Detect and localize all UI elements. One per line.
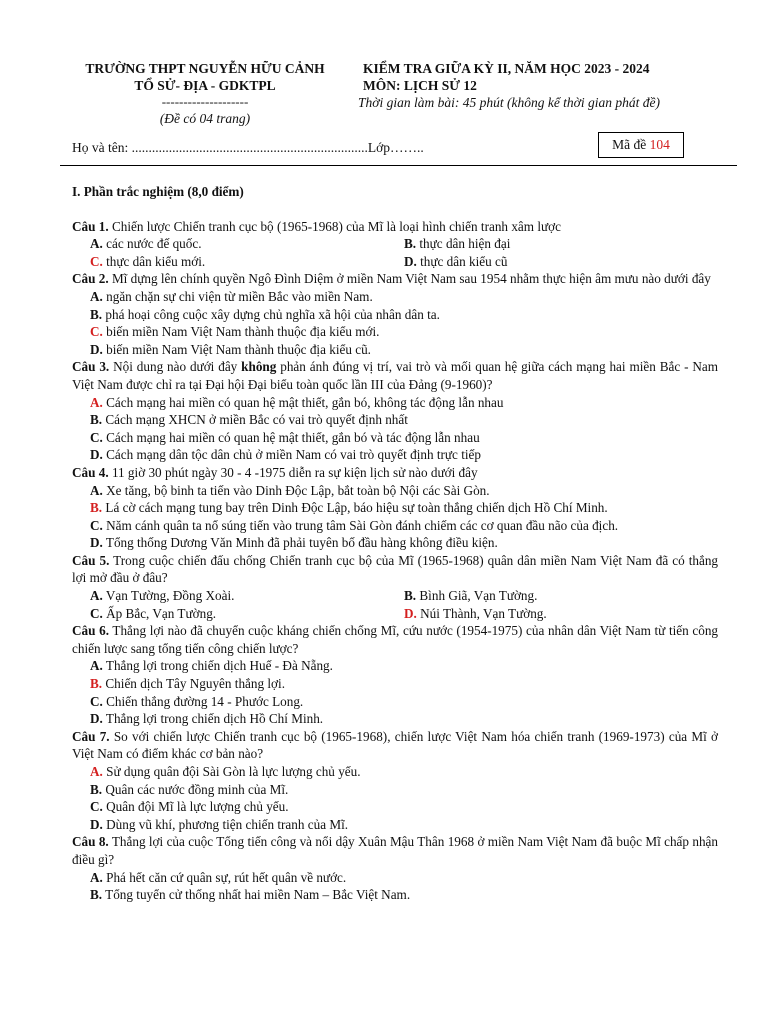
option-b xyxy=(72,886,718,904)
question-text: Trong cuộc chiến đấu chống Chiến tranh cục bộ của Mĩ (1965-1968) quân dân miền Nam Việt Nam đã có thắng lợi mở đầu ở đâu? xyxy=(72,552,719,586)
department-name: TỔ SỬ- ĐỊA - GDKTPL xyxy=(134,78,276,93)
option-b xyxy=(72,499,718,517)
question-label: Câu 6. xyxy=(72,623,109,639)
school-name: TRƯỜNG THPT NGUYỄN HỮU CẢNH xyxy=(85,61,325,76)
option-text: Tổng tuyển cử thống nhất hai miền Nam – Bắc Việt Nam. xyxy=(102,887,411,903)
question-7 xyxy=(72,728,718,763)
option-text: Xe tăng, bộ binh ta tiến vào Dinh Độc Lập, bắt toàn bộ Nội các Sài Gòn. xyxy=(102,482,490,498)
option-c xyxy=(90,253,404,271)
exam-code-value: 104 xyxy=(649,137,670,152)
option-text: Phá hết căn cứ quân sự, rút hết quân về nước. xyxy=(102,869,347,885)
option-letter: A. xyxy=(90,588,103,604)
option-text: thực dân hiện đại xyxy=(416,236,511,252)
option-letter: D. xyxy=(90,535,103,551)
options-row xyxy=(72,587,718,605)
question-label: Câu 4. xyxy=(72,464,109,480)
option-text: Dùng vũ khí, phương tiện chiến tranh của Mĩ. xyxy=(102,816,349,832)
option-a xyxy=(72,288,718,306)
option-letter: A. xyxy=(90,869,103,885)
option-letter-answer: C. xyxy=(90,253,103,269)
exam-body xyxy=(72,183,718,904)
option-c xyxy=(72,429,718,447)
option-a xyxy=(72,394,718,412)
question-label: Câu 3. xyxy=(72,359,110,375)
option-a xyxy=(72,869,718,887)
option-a xyxy=(90,587,404,605)
option-text: Tổng thống Dương Văn Minh đã phải tuyên bố đầu hàng không điều kiện. xyxy=(102,535,498,551)
option-letter-answer: D. xyxy=(404,605,417,621)
option-b xyxy=(72,411,718,429)
option-text: Quân các nước đồng minh của Mĩ. xyxy=(102,781,289,797)
question-label: Câu 8. xyxy=(72,834,109,850)
question-text: Mĩ dựng lên chính quyền Ngô Đình Diệm ở miền Nam Việt Nam sau 1954 nhằm thực hiện âm mưu nào dưới đây xyxy=(108,271,711,287)
option-letter-answer: C. xyxy=(90,324,103,340)
option-letter: B. xyxy=(404,236,417,252)
exam-subject: MÔN: LỊCH SỬ 12 xyxy=(363,78,477,93)
question-text: Thắng lợi nào đã chuyển cuộc kháng chiến chống Mĩ, cứu nước (1954-1975) của nhân dân Việt Nam từ tiến công chiến lược sang tổng tiến công chiến lược? xyxy=(72,623,719,656)
option-text: Thắng lợi trong chiến dịch Huế - Đà Nẵng. xyxy=(102,658,333,674)
page-count-note: (Đề có 04 trang) xyxy=(159,111,251,126)
option-text: ngăn chặn sự chi viện từ miền Bắc vào miền Nam. xyxy=(102,288,373,304)
option-d xyxy=(72,710,718,728)
option-b xyxy=(72,781,718,799)
option-b xyxy=(72,306,718,324)
option-letter: C. xyxy=(90,429,103,445)
question-text: Chiến lược Chiến tranh cục bộ (1965-1968) của Mĩ là loại hình chiến tranh xâm lược xyxy=(108,218,561,234)
option-text: Ấp Bắc, Vạn Tường. xyxy=(102,605,217,621)
option-letter: C. xyxy=(90,693,103,709)
option-letter: A. xyxy=(90,658,103,674)
question-label: Câu 2. xyxy=(72,271,109,287)
exam-title: KIỂM TRA GIỮA KỲ II, NĂM HỌC 2023 - 2024 xyxy=(363,61,650,76)
option-letter: A. xyxy=(90,482,103,498)
option-text: thực dân kiểu mới. xyxy=(102,253,206,269)
option-d xyxy=(72,534,718,552)
option-letter: B. xyxy=(90,412,103,428)
option-letter: C. xyxy=(90,799,103,815)
option-letter-answer: B. xyxy=(90,500,103,516)
option-letter: D. xyxy=(90,711,103,727)
option-b xyxy=(404,587,718,605)
option-text: Chiến dịch Tây Nguyên thắng lợi. xyxy=(102,676,285,692)
option-d xyxy=(72,816,718,834)
option-b xyxy=(72,675,718,693)
question-text: 11 giờ 30 phút ngày 30 - 4 -1975 diễn ra sự kiện lịch sử nào dưới đây xyxy=(108,464,478,480)
question-text: Nội dung nào dưới đây xyxy=(109,359,242,375)
option-text: Sử dụng quân đội Sài Gòn là lực lượng chủ yếu. xyxy=(102,764,361,779)
option-d xyxy=(72,341,718,359)
option-a xyxy=(72,657,718,675)
option-letter: B. xyxy=(404,588,417,604)
option-letter: C. xyxy=(90,605,103,621)
option-text: biến miền Nam Việt Nam thành thuộc địa kiểu mới. xyxy=(102,324,380,340)
option-letter: C. xyxy=(90,517,103,533)
option-text: Thắng lợi trong chiến dịch Hồ Chí Minh. xyxy=(102,711,324,727)
option-text: Năm cánh quân ta nổ súng tiến vào trung tâm Sài Gòn đánh chiếm các cơ quan đầu não của địch. xyxy=(102,517,619,533)
option-a xyxy=(90,235,404,253)
option-c xyxy=(72,323,718,341)
question-emphasis: không xyxy=(241,359,277,375)
exam-header xyxy=(358,60,738,111)
question-5 xyxy=(72,552,718,587)
option-letter: D. xyxy=(90,447,103,463)
option-d xyxy=(404,253,718,271)
option-letter-answer: B. xyxy=(90,676,103,692)
option-text: Cách mạng dân tộc dân chủ ở miền Nam có vai trò quyết định trực tiếp xyxy=(102,447,481,463)
option-text: Cách mạng XHCN ở miền Bắc có vai trò quyết định nhất xyxy=(102,412,408,428)
school-header xyxy=(60,60,350,127)
option-letter: B. xyxy=(90,306,103,322)
question-text: Thắng lợi của cuộc Tổng tiến công và nổi dậy Xuân Mậu Thân 1968 ở miền Nam Việt Nam đã buộc Mĩ chấp nhận điều gì? xyxy=(72,834,718,867)
option-text: Lá cờ cách mạng tung bay trên Dinh Độc Lập, báo hiệu sự toàn thắng chiến dịch Hồ Chí Minh. xyxy=(102,500,608,516)
option-c xyxy=(90,605,404,623)
option-text: phá hoại công cuộc xây dựng chủ nghĩa xã hội của nhân dân ta. xyxy=(102,306,440,322)
exam-time-note: Thời gian làm bài: 45 phút (không kể thời gian phát đề) xyxy=(358,95,661,110)
option-letter: D. xyxy=(90,341,103,357)
option-letter: B. xyxy=(90,781,103,797)
question-3 xyxy=(72,358,718,393)
option-c xyxy=(72,693,718,711)
question-6 xyxy=(72,622,718,657)
option-text: thực dân kiểu cũ xyxy=(416,253,508,269)
question-4 xyxy=(72,464,718,482)
option-d xyxy=(404,605,718,623)
exam-code-box xyxy=(598,132,684,158)
option-letter: A. xyxy=(90,236,103,252)
option-letter: A. xyxy=(90,288,103,304)
option-letter-answer: A. xyxy=(90,394,103,410)
question-1 xyxy=(72,218,718,236)
question-text: phản ánh đúng vị trí, vai trò và mối quan hệ giữa cách mạng hai miền Bắc - Nam Việt Nam được chỉ ra tại Đại hội Đại biểu toàn quốc lần III của Đảng (9-1960)? xyxy=(72,359,718,392)
header-divider: -------------------- xyxy=(161,94,249,109)
option-text: Bình Giã, Vạn Tường. xyxy=(416,588,538,604)
question-8 xyxy=(72,833,718,868)
option-letter-answer: A. xyxy=(90,764,103,779)
option-text: Chiến thắng đường 14 - Phước Long. xyxy=(102,693,304,709)
question-label: Câu 1. xyxy=(72,218,109,234)
option-c xyxy=(72,517,718,535)
option-b xyxy=(404,235,718,253)
question-2 xyxy=(72,270,718,288)
option-text: Cách mạng hai miền có quan hệ mật thiết, gắn bó, không tác động lẫn nhau xyxy=(102,394,504,410)
exam-code-label: Mã đề xyxy=(612,137,647,152)
option-d xyxy=(72,446,718,464)
option-text: Cách mạng hai miền có quan hệ mật thiết, gắn bó và tác động lẫn nhau xyxy=(102,429,480,445)
student-name-line: Họ và tên: ......................................................................Lớp…….. xyxy=(72,140,424,155)
options-row xyxy=(72,253,718,271)
option-a xyxy=(72,482,718,500)
option-text: biến miền Nam Việt Nam thành thuộc địa kiểu cũ. xyxy=(102,341,371,357)
question-text: So với chiến lược Chiến tranh cục bộ (1965-1968), chiến lược Việt Nam hóa chiến tranh (1969-1973) của Mĩ ở Việt Nam có điểm khác cơ bản nào? xyxy=(72,728,718,762)
header-rule xyxy=(60,165,737,166)
option-a xyxy=(72,763,718,781)
option-c xyxy=(72,798,718,816)
option-text: Núi Thành, Vạn Tường. xyxy=(416,605,547,621)
question-label: Câu 7. xyxy=(72,728,110,744)
option-letter: D. xyxy=(404,253,417,269)
section-title: I. Phần trắc nghiệm (8,0 điểm) xyxy=(72,184,244,199)
option-letter: D. xyxy=(90,816,103,832)
option-text: Vạn Tường, Đồng Xoài. xyxy=(102,588,235,604)
option-letter: B. xyxy=(90,887,103,903)
option-text: Quân đội Mĩ là lực lượng chủ yếu. xyxy=(102,799,289,815)
options-row xyxy=(72,605,718,623)
options-row xyxy=(72,235,718,253)
option-text: các nước đế quốc. xyxy=(102,236,202,252)
question-label: Câu 5. xyxy=(72,552,110,568)
